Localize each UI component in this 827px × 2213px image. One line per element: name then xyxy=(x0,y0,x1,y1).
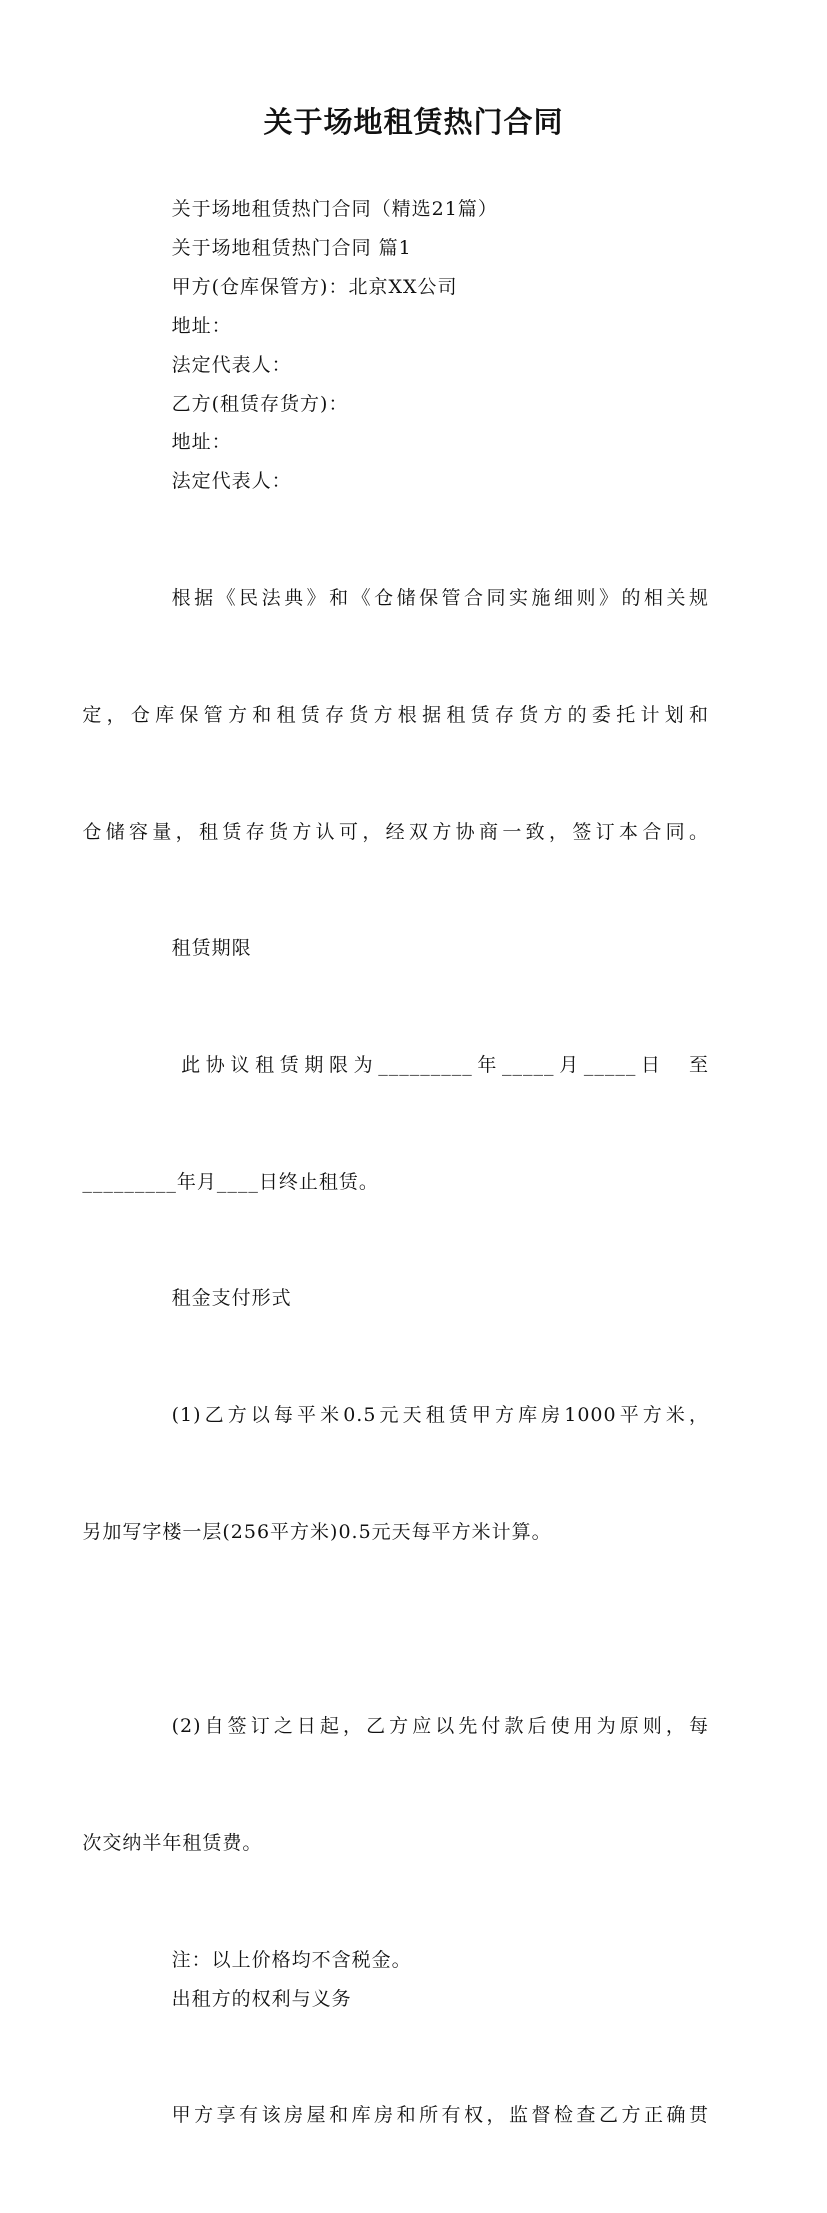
document-body xyxy=(82,190,709,2213)
paragraph-section-heading: 关于场地租赁热门合同 篇1 xyxy=(171,236,412,259)
paragraph-preamble-line: 定，仓库保管方和租赁存货方根据租赁存货方的委托计划和 xyxy=(82,703,709,726)
paragraph-lessor-rights-line: 甲方享有该房屋和库房和所有权，监督检查乙方正确贯 xyxy=(171,2104,709,2127)
paragraph-rent-clause-2-line: 次交纳半年租赁费。 xyxy=(82,1832,263,1855)
document-title: 关于场地租赁热门合同 xyxy=(263,105,564,139)
paragraph-preamble-line: 仓储容量，租赁存货方认可，经双方协商一致，签订本合同。 xyxy=(82,820,709,843)
heading-lessor-rights: 出租方的权利与义务 xyxy=(171,1987,352,2010)
paragraph-subtitle: 关于场地租赁热门合同（精选21篇） xyxy=(171,198,498,220)
paragraph-rent-clause-1 xyxy=(82,1318,709,1629)
heading-rent-payment: 租金支付形式 xyxy=(171,1287,292,1310)
paragraph-preamble-line: 根据《民法典》和《仓储保管合同实施细则》的相关规 xyxy=(171,587,709,610)
paragraph-lease-term xyxy=(82,968,709,1279)
paragraph-lease-term-line: _________年月____日终止租赁。 xyxy=(82,1170,379,1193)
paragraph-rent-clause-1-line: 另加写字楼一层(256平方米)0.5元天每平方米计算。 xyxy=(82,1520,552,1543)
paragraph-rent-clause-1-line: (1)乙方以每平米0.5元天租赁甲方库房1000平方米， xyxy=(171,1404,709,1427)
paragraph-party-b: 乙方(租赁存货方)： xyxy=(171,392,349,415)
paragraph-rent-clause-2 xyxy=(82,1630,709,1941)
paragraph-party-a-address: 地址： xyxy=(171,314,232,337)
paragraph-party-a-representative: 法定代表人： xyxy=(171,353,292,376)
paragraph-party-a: 甲方(仓库保管方)：北京XX公司 xyxy=(171,275,458,298)
paragraph-party-b-representative: 法定代表人： xyxy=(171,470,292,493)
heading-lease-term: 租赁期限 xyxy=(171,937,252,960)
paragraph-rent-clause-2-line: (2)自签订之日起，乙方应以先付款后使用为原则，每 xyxy=(171,1715,709,1738)
paragraph-preamble xyxy=(82,501,709,929)
paragraph-lease-term-line: 此协议租赁期限为_________年_____月_____日 至 xyxy=(181,1053,709,1076)
paragraph-tax-note: 注：以上价格均不含税金。 xyxy=(171,1948,412,1971)
paragraph-lessor-rights xyxy=(127,2019,709,2213)
paragraph-party-b-address: 地址： xyxy=(171,431,232,454)
